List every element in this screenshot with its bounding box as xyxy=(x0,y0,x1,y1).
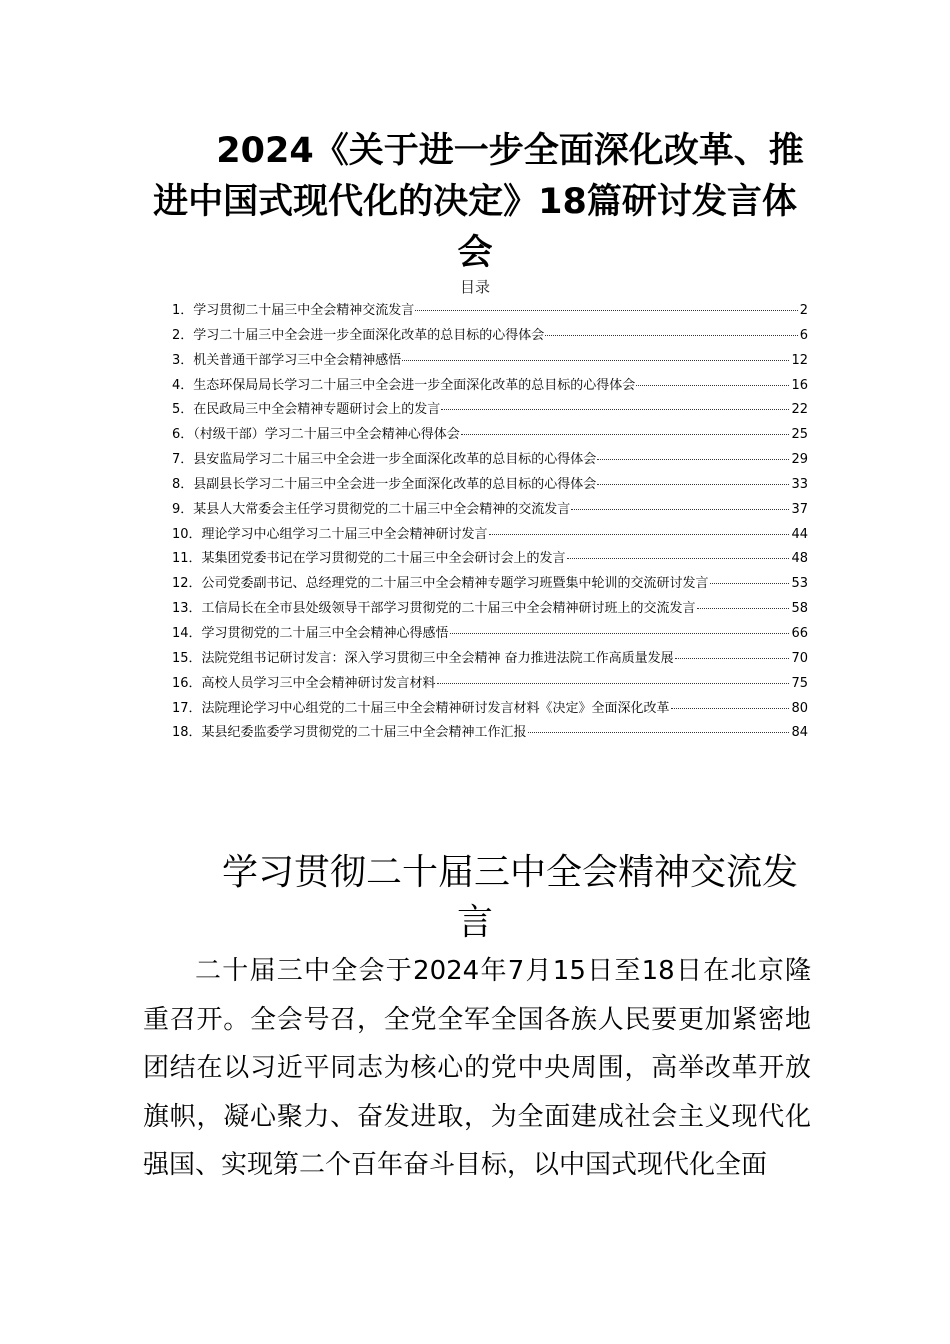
toc-entry[interactable] xyxy=(172,572,808,597)
toc-entry[interactable] xyxy=(172,721,808,746)
toc-entry-page: 37 xyxy=(791,501,808,517)
toc-entry-label: 5．在民政局三中全会精神专题研讨会上的发言 xyxy=(172,402,441,418)
toc-entry-page: 25 xyxy=(791,427,808,443)
toc-entry-page: 6 xyxy=(799,327,808,343)
toc-leader xyxy=(567,557,790,559)
toc-leader xyxy=(675,657,790,659)
toc-entry-page: 66 xyxy=(791,625,808,641)
toc-entry-label: 7．县安监局学习二十届三中全会进一步全面深化改革的总目标的心得体会 xyxy=(172,452,597,468)
toc-entry-page: 70 xyxy=(791,650,808,666)
toc-entry-label: 11．某集团党委书记在学习贯彻党的二十届三中全会研讨会上的发言 xyxy=(172,551,566,567)
toc-leader xyxy=(450,632,790,634)
toc-entry-label: 9．某县人大常委会主任学习贯彻党的二十届三中全会精神的交流发言 xyxy=(172,501,571,517)
section-title: 学习贯彻二十届三中全会精神交流发言 xyxy=(221,852,798,943)
toc-entry-page: 2 xyxy=(799,303,808,318)
toc-leader xyxy=(441,408,789,410)
table-of-contents xyxy=(172,299,808,746)
toc-entry-page: 29 xyxy=(791,452,808,468)
toc-leader xyxy=(710,582,790,584)
toc-leader xyxy=(437,682,790,684)
toc-entry[interactable] xyxy=(172,597,808,622)
toc-leader xyxy=(597,483,789,485)
toc-entry[interactable] xyxy=(172,498,808,523)
toc-entry[interactable] xyxy=(172,349,808,374)
toc-entry-label: 2．学习二十届三中全会进一步全面深化改革的总目标的心得体会 xyxy=(172,327,545,343)
toc-entry[interactable] xyxy=(172,672,808,697)
toc-entry[interactable] xyxy=(172,423,808,448)
toc-leader xyxy=(415,309,797,311)
toc-entry-label: 16．高校人员学习三中全会精神研讨发言材料 xyxy=(172,675,436,691)
toc-entry[interactable] xyxy=(172,473,808,498)
toc-entry-label: 12．公司党委副书记、总经理党的二十届三中全会精神专题学习班暨集中轮训的交流研讨发言 xyxy=(172,576,709,592)
toc-entry-label: 8．县副县长学习二十届三中全会进一步全面深化改革的总目标的心得体会 xyxy=(172,476,597,492)
toc-entry-page: 22 xyxy=(791,402,808,418)
toc-entry-page: 58 xyxy=(791,601,808,617)
toc-entry-page: 33 xyxy=(791,476,808,492)
toc-entry-label: 14．学习贯彻党的二十届三中全会精神心得感悟 xyxy=(172,625,449,641)
toc-entry-label: 18．某县纪委监委学习贯彻党的二十届三中全会精神工作汇报 xyxy=(172,725,527,741)
toc-entry-label: 1．学习贯彻二十届三中全会精神交流发言 xyxy=(172,303,415,318)
toc-leader xyxy=(597,458,789,460)
toc-entry-page: 44 xyxy=(791,526,808,542)
toc-entry-label: 15．法院党组书记研讨发言：深入学习贯彻三中全会精神 奋力推进法院工作高质量发展 xyxy=(172,650,674,666)
toc-entry[interactable] xyxy=(172,697,808,722)
toc-entry[interactable] xyxy=(172,523,808,548)
toc-leader xyxy=(489,533,790,535)
toc-entry[interactable] xyxy=(172,547,808,572)
toc-entry-label: 4．生态环保局局长学习二十届三中全会进一步全面深化改革的总目标的心得体会 xyxy=(172,377,636,393)
toc-entry-label: 17．法院理论学习中心组党的二十届三中全会精神研讨发言材料《决定》全面深化改革 xyxy=(172,700,670,716)
toc-entry-page: 84 xyxy=(791,725,808,741)
toc-entry-page: 48 xyxy=(791,551,808,567)
toc-leader xyxy=(571,508,789,510)
toc-entry-page: 80 xyxy=(791,700,808,716)
toc-entry[interactable] xyxy=(172,374,808,399)
toc-entry-label: 3．机关普通干部学习三中全会精神感悟 xyxy=(172,352,402,368)
document-title: 2024《关于进一步全面深化改革、推进中国式现代化的决定》18篇研讨发言体会 xyxy=(153,131,804,273)
toc-entry[interactable] xyxy=(172,622,808,647)
toc-entry-label: 13．工信局长在全市县处级领导干部学习贯彻党的二十届三中全会精神研讨班上的交流发言 xyxy=(172,601,696,617)
toc-entry-page: 12 xyxy=(791,352,808,368)
toc-leader xyxy=(671,707,790,709)
toc-entry[interactable] xyxy=(172,299,808,324)
body-paragraph: 二十届三中全会于2024年7月15日至18日在北京隆重召开。全会号召，全党全军全国各族人民要更加紧密地团结在以习近平同志为核心的党中央周围，高举改革开放旗帜，凝心聚力、奋发进取，为全面建成社会主义现代化强国、实现第二个百年奋斗目标，以中国式现代化全面 xyxy=(143,956,811,1180)
toc-leader xyxy=(697,607,790,609)
toc-entry[interactable] xyxy=(172,647,808,672)
toc-entry-page: 16 xyxy=(791,377,808,393)
toc-heading: 目录 xyxy=(459,278,490,296)
toc-entry[interactable] xyxy=(172,324,808,349)
toc-leader xyxy=(528,731,790,733)
toc-entry[interactable] xyxy=(172,448,808,473)
toc-leader xyxy=(402,359,789,361)
toc-leader xyxy=(636,384,789,386)
toc-entry-label: 10．理论学习中心组学习二十届三中全会精神研讨发言 xyxy=(172,526,488,542)
toc-entry-page: 75 xyxy=(791,675,808,691)
toc-leader xyxy=(461,433,790,435)
toc-leader xyxy=(545,334,797,336)
toc-entry[interactable] xyxy=(172,398,808,423)
toc-entry-page: 53 xyxy=(791,576,808,592)
toc-entry-label: 6．（村级干部）学习二十届三中全会精神心得体会 xyxy=(172,427,460,443)
